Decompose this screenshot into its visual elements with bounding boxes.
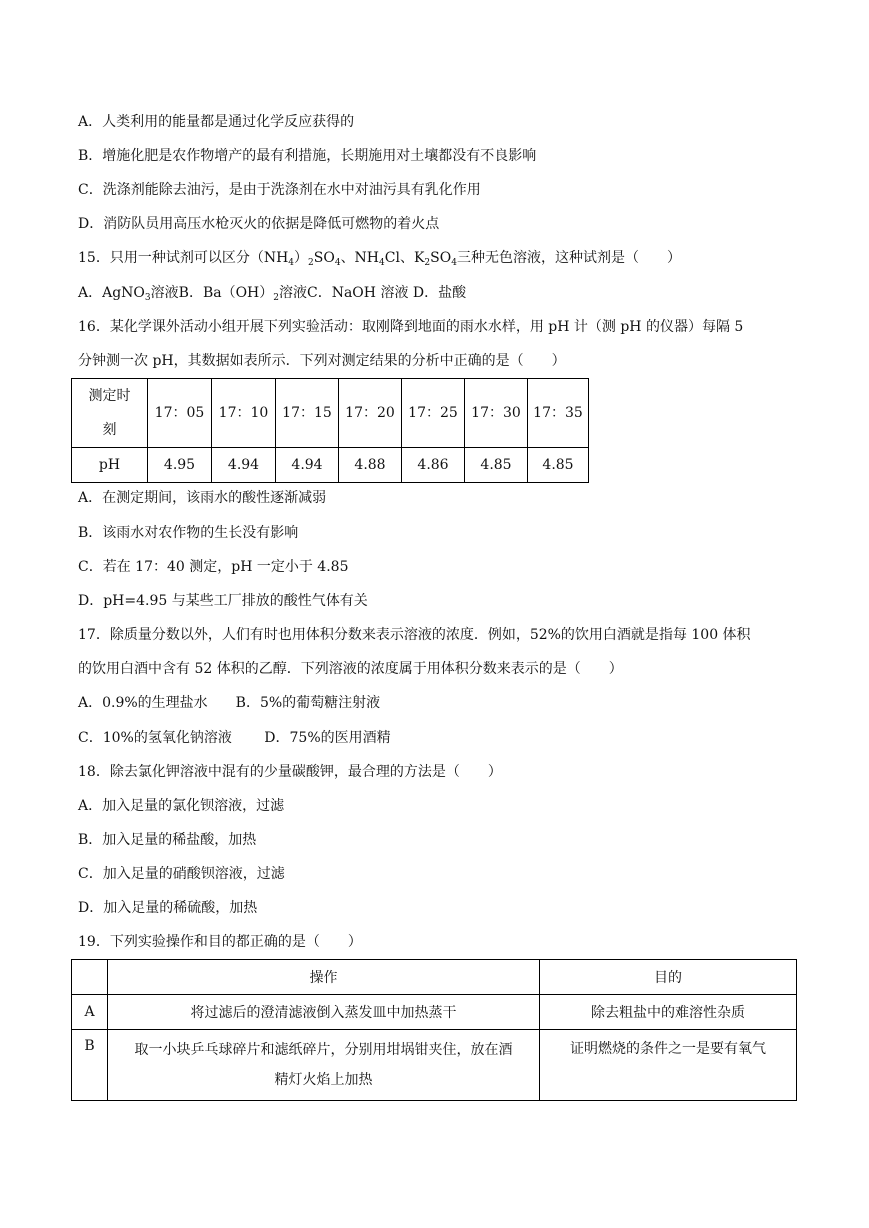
table-row [72, 379, 589, 448]
q18-stem: 18．除去氯化钾溶液中混有的少量碳酸钾，最合理的方法是（ ） [78, 764, 502, 780]
table-row [72, 960, 797, 995]
q16-option-d: D．pH=4.95 与某些工厂排放的酸性气体有关 [78, 593, 368, 609]
q17-stem-line-1: 17．除质量分数以外，人们有时也用体积分数来表示溶液的浓度．例如，52%的饮用白酒就是指每 100 体积 [78, 627, 751, 643]
q14-option-b: B．增施化肥是农作物增产的最有利措施，长期施用对土壤都没有不良影响 [78, 148, 537, 164]
table-cell: 4.94 [212, 448, 276, 483]
q18-option-c: C．加入足量的硝酸钡溶液，过滤 [78, 866, 285, 882]
q17-options-ab: A．0.9%的生理盐水 B．5%的葡萄糖注射液 [78, 695, 381, 711]
table-cell: 17：30 [465, 379, 528, 448]
q14-option-c: C．洗涤剂能除去油污，是由于洗涤剂在水中对油污具有乳化作用 [78, 182, 481, 198]
table-cell: 4.95 [148, 448, 212, 483]
q15-options: A．AgNO$_3$溶液B．$Ba(OH)_2$溶液C．NaOH 溶液 D．盐酸 [78, 285, 467, 303]
table-cell: 17：25 [402, 379, 465, 448]
table-cell: 17：15 [276, 379, 339, 448]
table-cell: 4.85 [528, 448, 589, 483]
table-cell: 4.88 [339, 448, 402, 483]
table-cell: 17：05 [148, 379, 212, 448]
q18-option-a: A．加入足量的氯化钡溶液，过滤 [78, 798, 285, 814]
table-header-operation: 操作 [108, 960, 540, 995]
q16-stem-line-1: 16．某化学课外活动小组开展下列实验活动：取刚降到地面的雨水水样，用 pH 计（测 pH 的仪器）每隔 5 [78, 319, 744, 335]
table-cell: 取一小块乒乓球碎片和滤纸碎片，分别用坩埚钳夹住，放在酒 精灯火焰上加热 [108, 1030, 540, 1101]
q16-option-b: B．该雨水对农作物的生长没有影响 [78, 525, 299, 541]
q19-stem: 19．下列实验操作和目的都正确的是（ ） [78, 934, 362, 950]
q17-stem-line-2: 的饮用白酒中含有 52 体积的乙醇．下列溶液的浓度属于用体积分数来表示的是（ ） [78, 661, 623, 677]
ph-measurement-table [71, 378, 589, 483]
table-header-goal: 目的 [540, 960, 797, 995]
table-cell: 证明燃烧的条件之一是要有氧气 [540, 1030, 797, 1101]
q18-option-b: B．加入足量的稀盐酸，加热 [78, 832, 257, 848]
table-row-label: A [72, 995, 108, 1030]
q16-option-a: A．在测定期间，该雨水的酸性逐渐减弱 [78, 490, 327, 506]
q16-stem-line-2: 分钟测一次 pH，其数据如表所示．下列对测定结果的分析中正确的是（ ） [78, 353, 566, 369]
q17-options-cd: C．10%的氢氧化钠溶液 D．75%的医用酒精 [78, 730, 391, 746]
table-row-label: pH [72, 448, 148, 483]
table-cell: 17：35 [528, 379, 589, 448]
q16-option-c: C．若在 17：40 测定，pH 一定小于 4.85 [78, 559, 349, 575]
table-row [72, 995, 797, 1030]
q14-option-d: D．消防队员用高压水枪灭火的依据是降低可燃物的着火点 [78, 216, 440, 232]
table-row [72, 1030, 797, 1101]
table-row [72, 448, 589, 483]
table-cell: 除去粗盐中的难溶性杂质 [540, 995, 797, 1030]
table-cell: 将过滤后的澄清滤液倒入蒸发皿中加热蒸干 [108, 995, 540, 1030]
table-header-label: 测定时 刻 [72, 379, 148, 448]
table-cell: 4.85 [465, 448, 528, 483]
table-row-label: B [72, 1030, 108, 1101]
q14-option-a: A．人类利用的能量都是通过化学反应获得的 [78, 114, 355, 130]
table-cell [72, 960, 108, 995]
q15-stem: 15．只用一种试剂可以区分$(NH_4)_2SO_4$、$NH_4Cl$、$K_2SO_4$三种无色溶液，这种试剂是（ ） [78, 250, 681, 268]
experiment-table [71, 959, 797, 1101]
table-cell: 17：10 [212, 379, 276, 448]
table-cell: 17：20 [339, 379, 402, 448]
table-cell: 4.94 [276, 448, 339, 483]
q18-option-d: D．加入足量的稀硫酸，加热 [78, 900, 258, 916]
table-cell: 4.86 [402, 448, 465, 483]
